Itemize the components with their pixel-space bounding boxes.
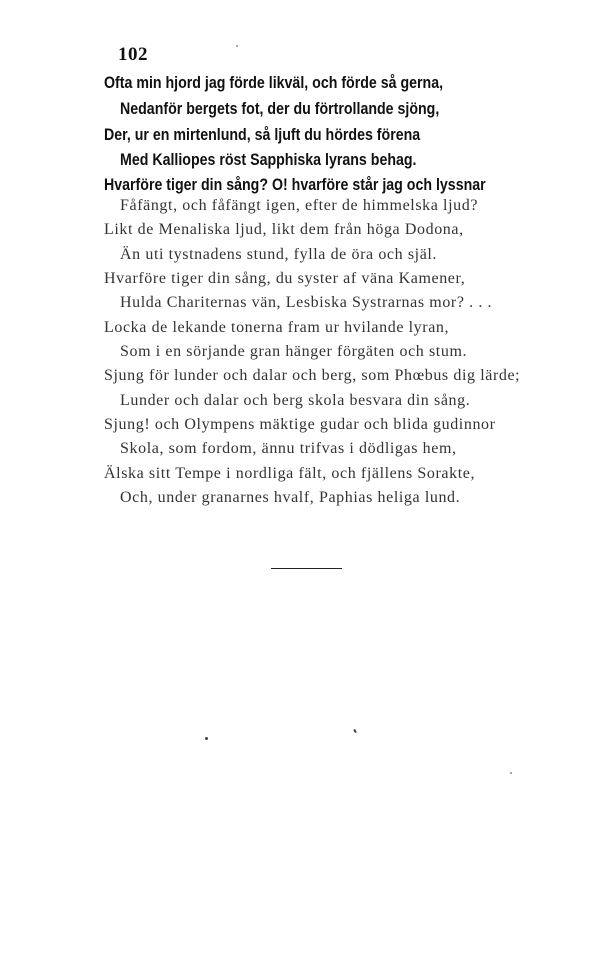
poem-line: Locka de lekande tonerna fram ur hvilande lyran, — [104, 319, 450, 336]
poem-line: Lunder och dalar och berg skola besvara din sång. — [120, 392, 471, 409]
poem-line: Sjung! och Olympens mäktige gudar och blida gudinnor — [104, 416, 496, 433]
poem-line: Skola, som fordom, ännu trifvas i dödligas hem, — [120, 440, 457, 457]
poem-line: Med Kalliopes röst Sapphiska lyrans behag. — [120, 151, 417, 169]
poem-line: Der, ur en mirtenlund, så ljuft du hördes förena — [104, 126, 421, 144]
print-speck — [205, 737, 208, 740]
poem-line: Och, under granarnes hvalf, Paphias heliga lund. — [120, 489, 461, 506]
poem-line: Hvarföre tiger din sång, du syster af väna Kamener, — [104, 270, 466, 287]
poem-line: Hvarföre tiger din sång? O! hvarföre står jag och lyssnar — [104, 176, 486, 194]
poem-line: Ofta min hjord jag förde likväl, och förde så gerna, — [104, 74, 444, 92]
section-divider — [271, 568, 342, 569]
poem-line: Sjung för lunder och dalar och berg, som Phœbus dig lärde; — [104, 367, 521, 384]
poem-line: Som i en sörjande gran hänger förgäten och stum. — [120, 343, 468, 360]
print-speck — [510, 772, 512, 774]
poem-line: Hulda Chariternas vän, Lesbiska Systrarnas mor? . . . — [120, 294, 493, 311]
poem-line: Än uti tystnadens stund, fylla de öra och själ. — [120, 246, 438, 263]
page-number: 102 — [118, 44, 148, 65]
poem-line: Likt de Menaliska ljud, likt dem från höga Dodona, — [104, 221, 464, 238]
poem-line: Älska sitt Tempe i nordliga fält, och fjällens Sorakte, — [104, 465, 476, 482]
print-speck — [236, 45, 238, 47]
poem-line: Nedanför bergets fot, der du förtrollande sjöng, — [120, 100, 440, 118]
poem-line: Fåfängt, och fåfängt igen, efter de himmelska ljud? — [120, 197, 479, 214]
